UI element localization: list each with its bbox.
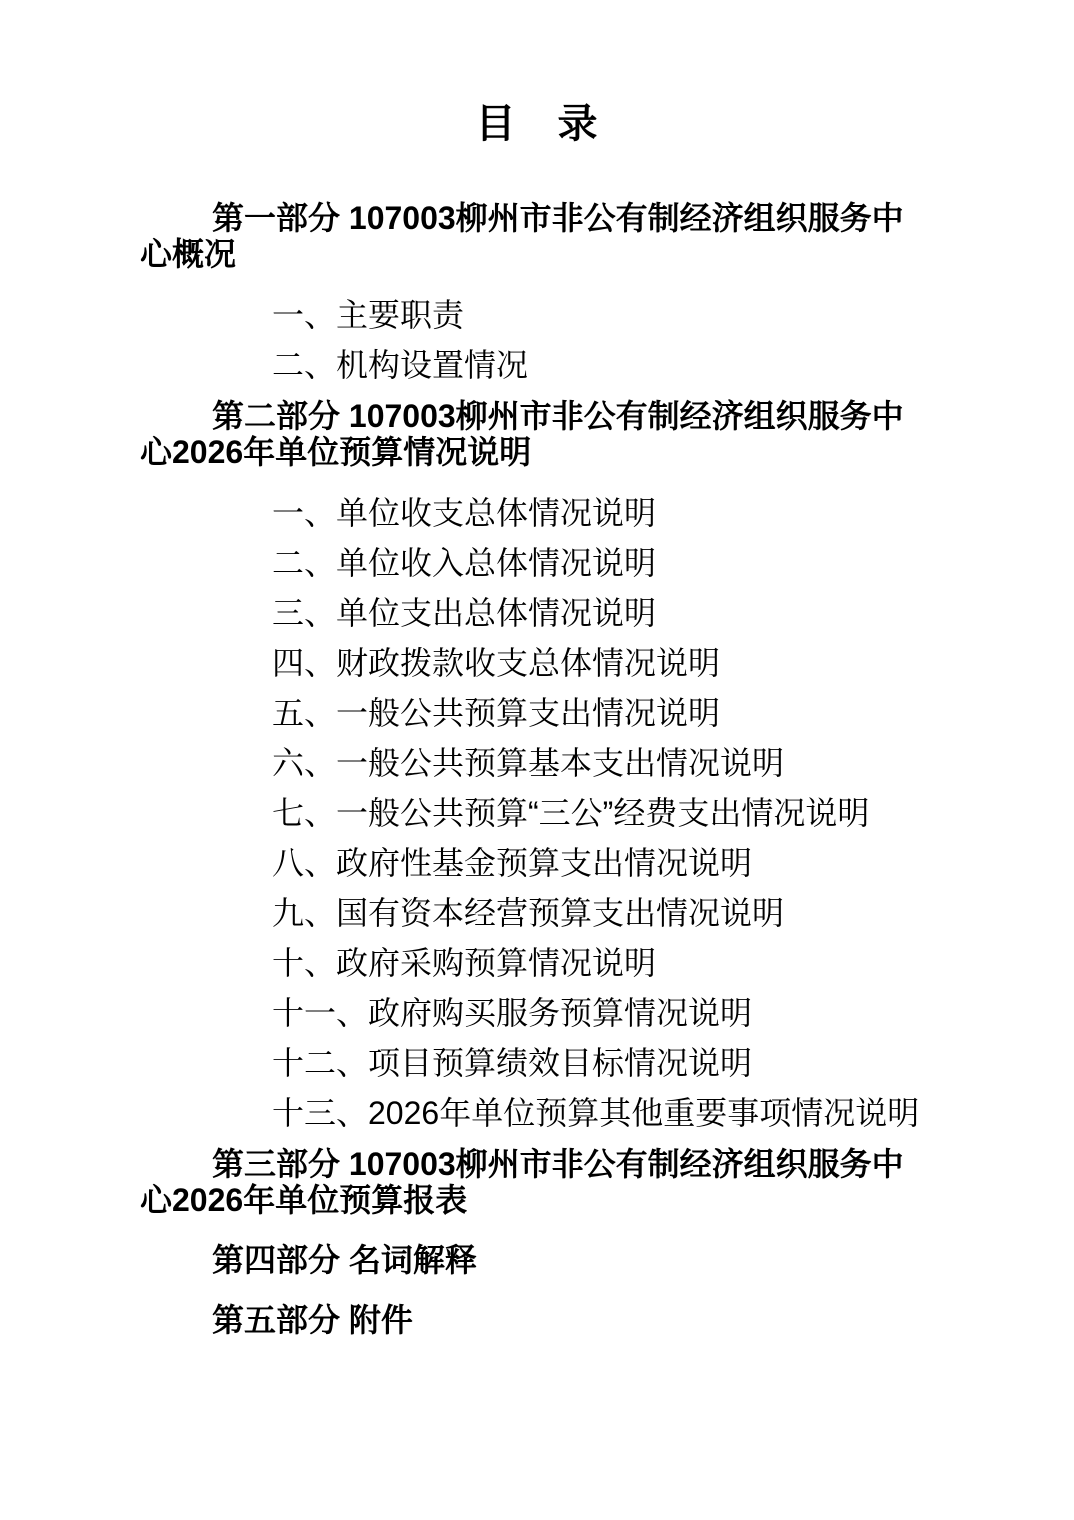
toc-item: 一、单位收支总体情况说明 [272, 495, 657, 531]
toc-item: 一、主要职责 [272, 297, 465, 333]
section-heading-part1: 第一部分 107003柳州市非公有制经济组织服务中心概况 [140, 200, 904, 272]
section-heading-part3: 第三部分 107003柳州市非公有制经济组织服务中心2026年单位预算报表 [140, 1146, 904, 1218]
toc-item: 七、一般公共预算“三公”经费支出情况说明 [272, 795, 870, 831]
section-heading-part5: 第五部分 附件 [212, 1302, 413, 1338]
page-title: 目 录 [475, 102, 599, 146]
toc-item: 五、一般公共预算支出情况说明 [272, 695, 721, 731]
section-heading-part2: 第二部分 107003柳州市非公有制经济组织服务中心2026年单位预算情况说明 [140, 398, 904, 470]
toc-item: 十、政府采购预算情况说明 [272, 945, 657, 981]
section-heading-part4: 第四部分 名词解释 [212, 1242, 477, 1278]
toc-item: 二、机构设置情况 [272, 347, 529, 383]
toc-item: 九、国有资本经营预算支出情况说明 [272, 895, 785, 931]
toc-item: 八、政府性基金预算支出情况说明 [272, 845, 753, 881]
toc-item: 十一、政府购买服务预算情况说明 [272, 995, 753, 1031]
table-of-contents [0, 96, 1074, 1338]
toc-item: 六、一般公共预算基本支出情况说明 [272, 745, 785, 781]
toc-item: 四、财政拨款收支总体情况说明 [272, 645, 721, 681]
toc-item: 十三、2026年单位预算其他重要事项情况说明 [272, 1095, 920, 1131]
toc-item: 三、单位支出总体情况说明 [272, 595, 657, 631]
toc-item: 十二、项目预算绩效目标情况说明 [272, 1045, 753, 1081]
toc-item: 二、单位收入总体情况说明 [272, 545, 657, 581]
